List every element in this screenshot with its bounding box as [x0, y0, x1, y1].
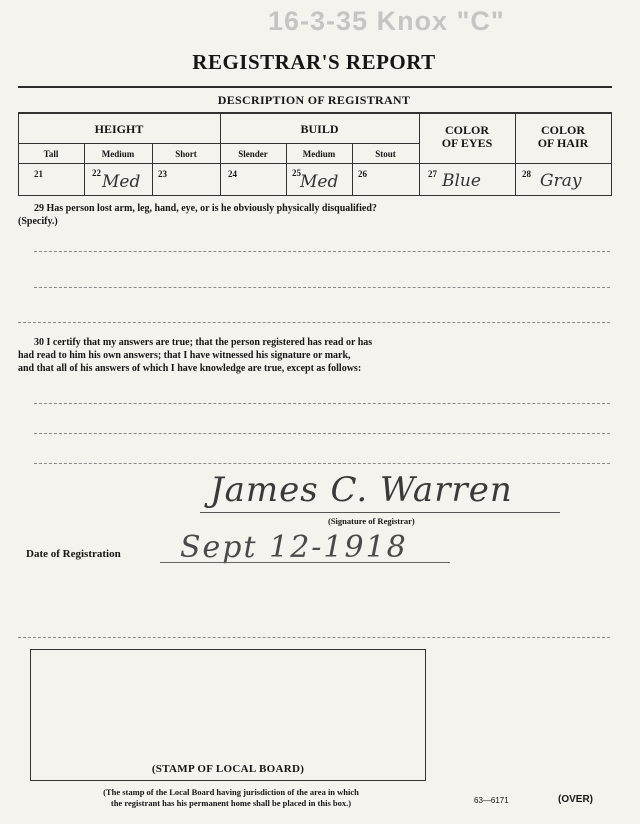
form-number: 63—6171: [474, 796, 509, 805]
build-col-slender: Slender: [238, 149, 268, 159]
eyes-handwritten: Blue: [442, 171, 481, 191]
table-top-border: [18, 112, 612, 114]
height-label: HEIGHT: [94, 122, 144, 136]
description-heading: DESCRIPTION OF REGISTRANT: [217, 93, 411, 107]
over-label: (OVER): [558, 794, 593, 805]
hair-label: [515, 124, 611, 150]
eyes-label-line1: COLOR: [444, 123, 489, 137]
question-29-line2: (Specify.): [18, 216, 58, 227]
question-29-line1: 29 Has person lost arm, leg, hand, eye, or is he obviously physically disqualified?: [34, 203, 377, 214]
local-board-stamp-box: [30, 649, 426, 781]
height-col-medium: Medium: [101, 149, 135, 159]
table-right-border: [611, 112, 612, 196]
stamp-box-note-line2: the registrant has his permanent home shall be placed in this box.): [110, 798, 352, 808]
hair-handwritten: Gray: [540, 171, 582, 191]
date-of-registration-value: Sept 12-1918: [180, 530, 408, 565]
date-line: [160, 562, 450, 563]
q29-answer-line-3: [18, 322, 610, 323]
build-col-stout: Stout: [375, 149, 396, 159]
column-row-divider: [18, 163, 612, 164]
question-30-line3: and that all of his answers of which I have knowledge are true, except as follows:: [18, 363, 362, 374]
table-bottom-border: [18, 195, 612, 196]
q30-answer-line-2: [34, 433, 610, 434]
question-30-line1: 30 I certify that my answers are true; that the person registered has read or has: [34, 337, 373, 348]
height-col-tall: Tall: [43, 149, 59, 159]
hair-label-line2: OF HAIR: [537, 136, 589, 150]
archive-stamp: 16-3-35 Knox "C": [268, 6, 505, 36]
signature-line: [200, 512, 560, 513]
eyes-label-line2: OF EYES: [441, 136, 493, 150]
stamp-box-label: (STAMP OF LOCAL BOARD): [151, 763, 305, 775]
cell-22-number: 22: [92, 168, 101, 178]
q30-answer-line-3: [34, 463, 610, 464]
category-row-divider: [18, 143, 420, 144]
signature-caption: (Signature of Registrar): [328, 516, 415, 526]
build-label: BUILD: [300, 122, 339, 136]
registrar-signature: James C. Warren: [210, 470, 513, 510]
date-of-registration-label: Date of Registration: [26, 548, 121, 560]
cell-27-number: 27: [428, 169, 437, 179]
cell-26-number: 26: [358, 169, 367, 179]
eyes-label: [419, 124, 515, 150]
build-col-medium: Medium: [302, 149, 336, 159]
top-rule: [18, 86, 612, 88]
build-handwritten: Med: [300, 172, 339, 192]
stamp-box-note-line1: (The stamp of the Local Board having jurisdiction of the area in which: [103, 787, 359, 797]
q29-answer-line-2: [34, 287, 610, 288]
hair-label-line1: COLOR: [540, 123, 585, 137]
cell-25-number: 25: [292, 168, 301, 178]
question-30-line2: had read to him his own answers; that I have witnessed his signature or mark,: [18, 350, 351, 361]
q30-answer-line-1: [34, 403, 610, 404]
cell-23-number: 23: [158, 169, 167, 179]
page-title: REGISTRAR'S REPORT: [192, 50, 436, 74]
cell-28-number: 28: [522, 169, 531, 179]
cell-21-number: 21: [34, 169, 43, 179]
height-col-short: Short: [175, 149, 197, 159]
height-handwritten: Med: [102, 172, 141, 192]
q29-answer-line-1: [34, 251, 610, 252]
cell-24-number: 24: [228, 169, 237, 179]
stamp-section-rule: [18, 637, 610, 638]
